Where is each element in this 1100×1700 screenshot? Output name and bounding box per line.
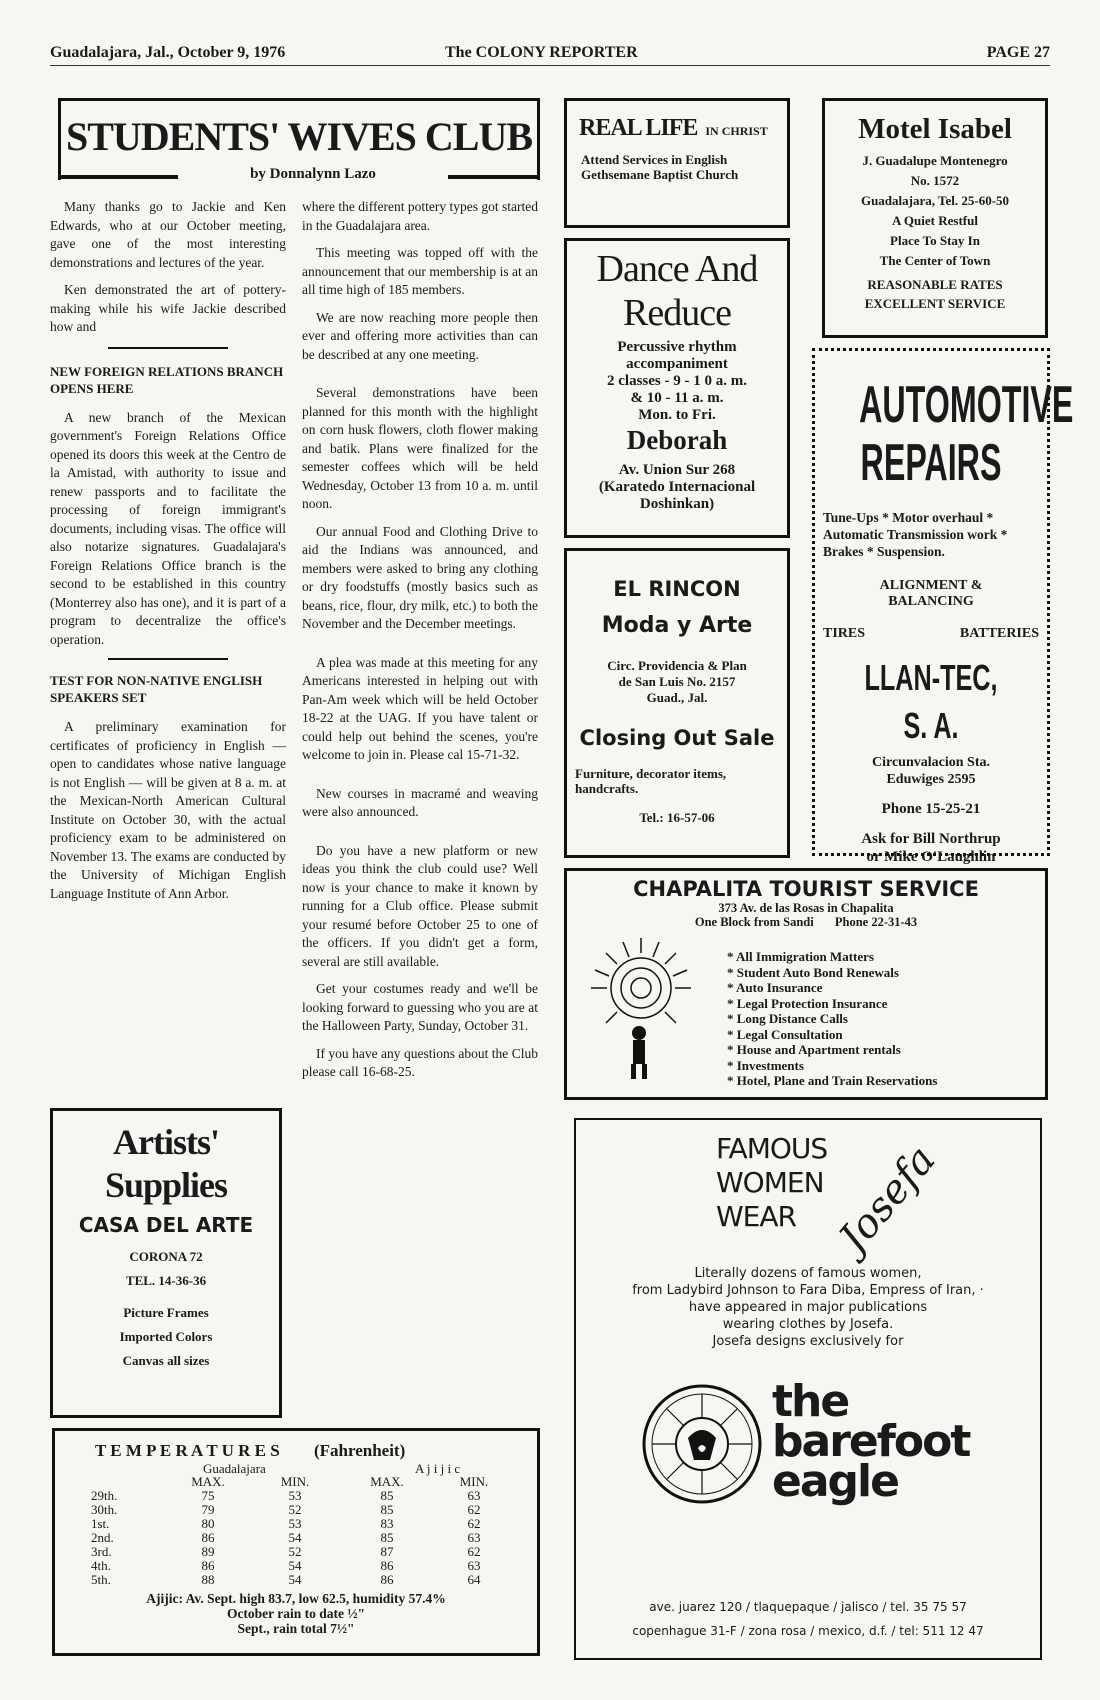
cell: 86: [201, 1558, 215, 1573]
address: copenhague 31-F / zona rosa / mexico, d.f. / tel: 511 12 47: [632, 1624, 984, 1638]
paragraph: We are now reaching more people then ever and offering more activities than can be described at any one meeting.: [302, 309, 538, 362]
cell: 89: [201, 1544, 215, 1559]
address: 373 Av. de las Rosas in Chapalita: [718, 901, 894, 915]
day: 2nd.: [91, 1530, 114, 1545]
byline: by Donnalynn Lazo: [250, 166, 376, 182]
paragraph: Ken demonstrated the art of pottery-making while his wife Jackie described how and: [50, 282, 286, 334]
cell: 85: [380, 1488, 394, 1503]
text-line: 2 classes - 9 - 1 0 a. m.: [607, 373, 747, 389]
famous-women-wear: [716, 1132, 827, 1234]
table-header-row: [85, 1475, 515, 1489]
cell: 86: [380, 1572, 394, 1587]
cell: 63: [467, 1558, 481, 1573]
address: Doshinkan): [639, 496, 715, 512]
col-max: MAX.: [370, 1474, 404, 1489]
description-line: Josefa designs exclusively for: [712, 1334, 904, 1349]
text-line: accompaniment: [626, 356, 728, 372]
text-line: Guadalajara, Tel. 25-60-50: [860, 193, 1010, 208]
block: One Block from Sandi: [694, 915, 814, 929]
headline-line: WOMEN: [716, 1166, 824, 1199]
artists-supplies-ad: [50, 1108, 282, 1418]
list-item: * Auto Insurance: [727, 980, 1027, 996]
phone: Tel.: 16-57-06: [639, 810, 715, 825]
table-row: [85, 1559, 515, 1573]
batteries: BATTERIES: [959, 626, 1039, 641]
address: Eduwiges 2595: [886, 772, 976, 787]
note: October rain to date ½": [226, 1606, 366, 1621]
section-divider: [108, 347, 228, 349]
section-heading: TEST FOR NON-NATIVE ENGLISH SPEAKERS SET: [50, 673, 263, 705]
paragraph: Get your costumes ready and we'll be looking forward to guessing who you are at the Halloween Party, Sunday, October 31.: [302, 981, 538, 1033]
note: Ajijic: Av. Sept. high 83.7, low 62.5, humidity 57.4%: [146, 1591, 446, 1606]
service-line: Attend Services in English: [581, 152, 728, 167]
item: Picture Frames: [123, 1305, 209, 1320]
article-column-2: [302, 198, 538, 1091]
text-line: The Center of Town: [879, 253, 991, 268]
table-row: [85, 1489, 515, 1503]
cell: 63: [467, 1530, 481, 1545]
cell: 88: [201, 1572, 215, 1587]
cell: 52: [288, 1502, 302, 1517]
list-item: * Student Auto Bond Renewals: [727, 965, 1027, 981]
address: ave. juarez 120 / tlaquepaque / jalisco / tel. 35 75 57: [649, 1600, 967, 1614]
cell: 83: [380, 1516, 394, 1531]
store-name: EL RINCON: [613, 577, 741, 601]
cell: 62: [467, 1516, 481, 1531]
logo-row: [579, 115, 787, 142]
company-name: LLAN-TEC, S. A.: [864, 657, 998, 746]
paragraph: This meeting was topped off with the announcement that our membership is at an all time high of 185 members.: [302, 245, 538, 297]
text-line: No. 1572: [910, 173, 960, 188]
sun-figure-illustration: [581, 933, 701, 1083]
ad-title: CHAPALITA TOURIST SERVICE: [633, 877, 979, 901]
dateline: Guadalajara, Jal., October 9, 1976: [50, 44, 286, 61]
contact: or Mike O'Laughlin: [866, 849, 996, 865]
paragraph: Our annual Food and Clothing Drive to aid the Indians was announced, and members were asked to bring any clothing or dry foodstuffs (mostly basics such as beans, rice, flour, dry milk, etc.) to both the November and the December meetings.: [302, 523, 538, 631]
sun-rays: [591, 938, 691, 1023]
paragraph: New courses in macramé and weaving were also announced.: [302, 785, 538, 819]
cell: 85: [380, 1530, 394, 1545]
description-line: wearing clothes by Josefa.: [722, 1317, 894, 1332]
store-name: CASA DEL ARTE: [78, 1213, 254, 1237]
store-subtitle: Moda y Arte: [601, 613, 753, 638]
phone: Phone 15-25-21: [881, 801, 981, 817]
list-item: * Investments: [727, 1058, 1027, 1074]
ad-title: REPAIRS: [860, 434, 1002, 492]
tires: TIRES: [823, 626, 866, 641]
barefoot-eagle-ad: [574, 1118, 1042, 1660]
note: Sept., rain total 7½": [237, 1621, 355, 1636]
motel-isabel-ad: [822, 98, 1048, 338]
ad-title: AUTOMOTIVE: [859, 376, 1074, 434]
barefoot-eagle-logo: [772, 1376, 970, 1507]
cell: 53: [288, 1516, 302, 1531]
chapalita-ad: [564, 868, 1048, 1100]
text-line: EXCELLENT SERVICE: [864, 296, 1006, 311]
list-item: * Long Distance Calls: [727, 1011, 1027, 1027]
address: Circunvalacion Sta.: [872, 755, 990, 770]
real-life-logo: REAL LIFE: [579, 115, 698, 141]
description-line: have appeared in major publications: [688, 1300, 928, 1315]
article-column-1: [50, 198, 286, 912]
col-max: MAX.: [191, 1474, 225, 1489]
temps-title-row: [95, 1441, 537, 1461]
day: 1st.: [91, 1516, 110, 1531]
day: 5th.: [91, 1572, 111, 1587]
text-line: Percussive rhythm: [617, 339, 737, 355]
cell: 85: [380, 1502, 394, 1517]
paragraph: Do you have a new platform or new ideas you think the club could use? Well now is your chance to make it known by running for a Club office. Please submit your resumé before October 25 to one of the officers. If you didn't get a form, several are still available.: [302, 842, 538, 969]
day: 30th.: [91, 1502, 118, 1517]
paragraph: where the different pottery types got started in the Guadalajara area.: [302, 199, 538, 233]
cell: 54: [288, 1572, 302, 1587]
tires-batteries-row: [823, 626, 1039, 644]
motel-name: Motel Isabel: [858, 113, 1012, 145]
instructor-name: Deborah: [626, 425, 728, 455]
text-line: Place To Stay In: [890, 233, 980, 248]
in-christ: IN CHRIST: [705, 124, 768, 138]
cell: 53: [288, 1488, 302, 1503]
cell: 79: [201, 1502, 215, 1517]
table-row: [85, 1517, 515, 1531]
services: Tune-Ups * Motor overhaul * Automatic Transmission work * Brakes * Suspension.: [823, 510, 1008, 559]
list-item: * Hotel, Plane and Train Reservations: [727, 1073, 1027, 1089]
address: CORONA 72: [129, 1249, 203, 1264]
temperatures-box: [52, 1428, 540, 1656]
headline-line: FAMOUS: [716, 1132, 828, 1165]
logo-word: eagle: [772, 1456, 898, 1507]
day: 3rd.: [91, 1544, 112, 1559]
cell: 87: [380, 1544, 394, 1559]
text-line: A Quiet Restful: [892, 213, 978, 228]
item: Imported Colors: [119, 1329, 213, 1344]
sale-banner: Closing Out Sale: [579, 726, 775, 750]
figure: [631, 1026, 647, 1079]
alignment: ALIGNMENT & BALANCING: [879, 578, 983, 609]
description: [576, 1265, 1040, 1350]
city-ajijic: A j i j i c: [415, 1461, 461, 1476]
col-min: MIN.: [459, 1474, 489, 1489]
paragraph: A new branch of the Mexican government's Foreign Relations Office opened its doors this week at the Centro de la Amistad, with authority to issue and renew passports and to facilitate the processing of foreign immigrant's documents, including visas. The office will also notarize signatures. Guadalajara's Foreign Relations Office branch is the second to be established in this country (Monterrey also has one), and it is part of a program to decentralize the office's operation.: [50, 409, 286, 647]
address: de San Luis No. 2157: [618, 674, 736, 689]
real-life-ad: [564, 98, 790, 228]
description-line: Literally dozens of famous women,: [694, 1266, 922, 1281]
temps-table-wrap: [85, 1475, 515, 1587]
text-line: REASONABLE RATES: [867, 277, 1003, 292]
page-header: [50, 40, 1050, 66]
services-list: [727, 949, 1027, 1089]
section-heading: NEW FOREIGN RELATIONS BRANCH OPENS HERE: [50, 363, 284, 396]
cell: 62: [467, 1502, 481, 1517]
paragraph: A preliminary examination for certificates of proficiency in English — open to candidates whose native language is not English — will be given at 8 a. m. at the Mexican-North American Cultural Institute on October 30, with the actual proficiency exam to be administered on November 13. The exams are conducted by the University of Michigan English Language Institute of Ann Arbor.: [50, 719, 286, 901]
day: 4th.: [91, 1558, 111, 1573]
list-item: * House and Apartment rentals: [727, 1042, 1027, 1058]
table-row: [85, 1531, 515, 1545]
paragraph: A plea was made at this meeting for any Americans interested in helping out with Pan-Am week which will be held October 18-22 at the UAG. If you have talent or could help out behind the scenes, you're welcome to join in. Please cal 15-71-32.: [302, 654, 538, 762]
col-min: MIN.: [280, 1474, 310, 1489]
text-line: J. Guadalupe Montenegro: [862, 153, 1008, 168]
section-divider: [108, 658, 228, 660]
table-row: [85, 1573, 515, 1587]
address: Guad., Jal.: [646, 690, 708, 705]
cell: 64: [467, 1572, 481, 1587]
cell: 86: [201, 1530, 215, 1545]
contact: Ask for Bill Northrup: [861, 831, 1001, 847]
temps-table: [85, 1475, 515, 1587]
table-row: [85, 1545, 515, 1559]
cell: 54: [288, 1558, 302, 1573]
ad-title: Reduce: [623, 292, 731, 334]
logo-word: the: [772, 1376, 849, 1427]
dance-reduce-ad: [564, 238, 790, 538]
cell: 86: [380, 1558, 394, 1573]
paragraph: Many thanks go to Jackie and Ken Edwards, who at our October meeting, gave one of the most interesting demonstrations and lectures of the year.: [50, 199, 286, 270]
paragraph: Several demonstrations have been planned for this month with the highlight on corn husk flowers, cloth flower making and batik. Plans were finalized for the semester coffees which will be held Wednesday, October 13 from 10 a. m. until noon.: [302, 385, 538, 511]
ad-title: Dance And: [596, 248, 758, 290]
text-line: Mon. to Fri.: [638, 407, 716, 423]
paragraph: If you have any questions about the Club please call 16-68-25.: [302, 1045, 538, 1079]
byline-rule-left: [58, 175, 178, 179]
list-item: * Legal Protection Insurance: [727, 996, 1027, 1012]
page-number: PAGE 27: [986, 44, 1050, 61]
cell: 54: [288, 1530, 302, 1545]
ad-title: Supplies: [104, 1165, 228, 1205]
temps-title: T E M P E R A T U R E S: [95, 1441, 280, 1460]
church-line: Gethsemane Baptist Church: [581, 167, 739, 182]
cell: 62: [467, 1544, 481, 1559]
automotive-repairs-ad: [812, 348, 1074, 865]
logo-word: barefoot: [772, 1416, 970, 1467]
temps-unit: (Fahrenheit): [313, 1441, 406, 1460]
article-title: STUDENTS' WIVES CLUB: [65, 114, 533, 159]
temps-notes: [55, 1591, 537, 1636]
list-item: * All Immigration Matters: [727, 949, 1027, 965]
cell: 75: [201, 1488, 215, 1503]
cell: 52: [288, 1544, 302, 1559]
items: Furniture, decorator items, handcrafts.: [575, 766, 727, 796]
cell: 80: [201, 1516, 215, 1531]
city-guadalajara: Guadalajara: [203, 1461, 266, 1476]
headline-line: WEAR: [716, 1200, 796, 1233]
cell: 63: [467, 1488, 481, 1503]
text-line: & 10 - 11 a. m.: [630, 390, 724, 406]
address: Circ. Providencia & Plan: [607, 658, 747, 673]
ad-title: Artists': [113, 1122, 219, 1162]
el-rincon-ad: [564, 548, 790, 858]
list-item: * Legal Consultation: [727, 1027, 1027, 1043]
address: (Karatedo Internacional: [598, 479, 756, 495]
eagle-seal-icon: [640, 1382, 764, 1506]
byline-rule-right: [448, 175, 540, 179]
day: 29th.: [91, 1488, 118, 1503]
description-line: from Ladybird Johnson to Fara Diba, Empress of Iran, ·: [632, 1283, 984, 1298]
byline-row: [58, 166, 540, 186]
phone: TEL. 14-36-36: [125, 1273, 207, 1288]
table-row: [85, 1503, 515, 1517]
josefa-signature: Josefa: [830, 1137, 945, 1261]
item: Canvas all sizes: [122, 1353, 210, 1368]
address: Av. Union Sur 268: [618, 462, 736, 478]
block-phone-row: [567, 915, 1045, 929]
paper-name: The COLONY REPORTER: [445, 44, 638, 61]
phone: Phone 22-31-43: [834, 915, 918, 929]
